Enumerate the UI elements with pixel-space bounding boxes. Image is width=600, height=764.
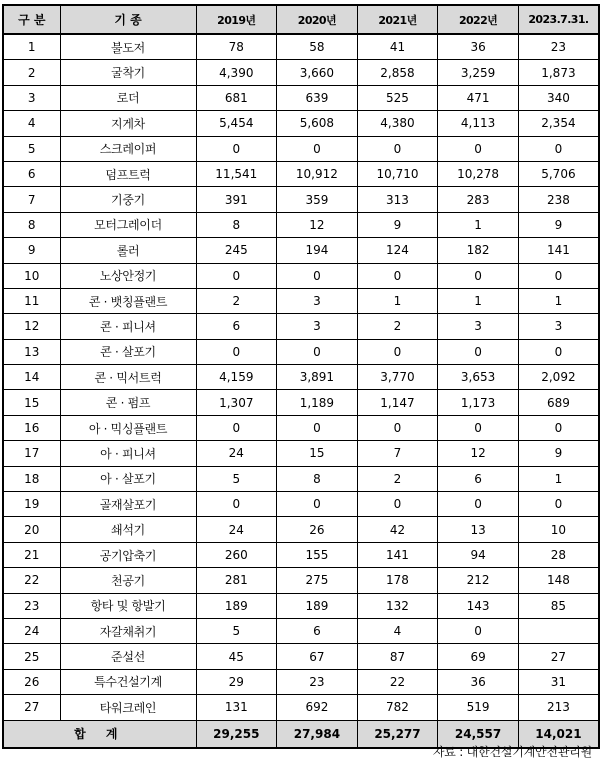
count-cell: 67	[277, 644, 358, 669]
equipment-type: 콘 · 믹서트럭	[60, 365, 196, 390]
header-year: 2023.7.31.	[518, 5, 599, 34]
count-cell: 0	[357, 136, 438, 161]
equipment-type: 노상안정기	[60, 263, 196, 288]
table-row	[3, 85, 599, 110]
count-cell: 8	[196, 212, 277, 237]
table-row	[3, 644, 599, 669]
count-cell: 1,307	[196, 390, 277, 415]
table-row	[3, 339, 599, 364]
count-cell: 143	[438, 593, 519, 618]
count-cell: 471	[438, 85, 519, 110]
table-row	[3, 161, 599, 186]
count-cell: 4,380	[357, 111, 438, 136]
row-number: 7	[3, 187, 60, 212]
count-cell: 213	[518, 695, 599, 720]
count-cell: 141	[518, 238, 599, 263]
equipment-type: 아 · 믹싱플랜트	[60, 415, 196, 440]
count-cell: 0	[277, 263, 358, 288]
count-cell: 36	[438, 669, 519, 694]
row-number: 2	[3, 60, 60, 85]
count-cell: 45	[196, 644, 277, 669]
row-number: 23	[3, 593, 60, 618]
count-cell: 689	[518, 390, 599, 415]
total-value: 27,984	[277, 720, 358, 748]
count-cell: 29	[196, 669, 277, 694]
count-cell: 148	[518, 568, 599, 593]
header-year: 2022년	[438, 5, 519, 34]
row-number: 26	[3, 669, 60, 694]
equipment-type: 자갈채취기	[60, 618, 196, 643]
count-cell: 0	[438, 339, 519, 364]
count-cell: 1,147	[357, 390, 438, 415]
count-cell: 782	[357, 695, 438, 720]
count-cell: 0	[196, 136, 277, 161]
count-cell: 0	[277, 136, 358, 161]
count-cell: 24	[196, 517, 277, 542]
count-cell: 4,113	[438, 111, 519, 136]
count-cell: 2,092	[518, 365, 599, 390]
count-cell: 7	[357, 441, 438, 466]
count-cell: 27	[518, 644, 599, 669]
count-cell: 0	[518, 339, 599, 364]
count-cell: 245	[196, 238, 277, 263]
table-row	[3, 441, 599, 466]
table-row	[3, 542, 599, 567]
count-cell: 189	[277, 593, 358, 618]
row-number: 24	[3, 618, 60, 643]
count-cell: 5	[196, 466, 277, 491]
count-cell: 3,660	[277, 60, 358, 85]
row-number: 20	[3, 517, 60, 542]
count-cell: 11,541	[196, 161, 277, 186]
count-cell: 0	[196, 339, 277, 364]
table-header	[3, 5, 599, 34]
count-cell: 5,608	[277, 111, 358, 136]
table-row	[3, 466, 599, 491]
count-cell: 3,770	[357, 365, 438, 390]
row-number: 27	[3, 695, 60, 720]
count-cell: 1	[518, 466, 599, 491]
total-value: 14,021	[518, 720, 599, 748]
table-row	[3, 136, 599, 161]
table-row	[3, 111, 599, 136]
count-cell: 178	[357, 568, 438, 593]
count-cell: 194	[277, 238, 358, 263]
table-row	[3, 60, 599, 85]
count-cell: 0	[438, 415, 519, 440]
equipment-type: 준설선	[60, 644, 196, 669]
count-cell: 0	[357, 415, 438, 440]
equipment-type: 모터그레이더	[60, 212, 196, 237]
row-number: 14	[3, 365, 60, 390]
table-row	[3, 212, 599, 237]
table-row	[3, 517, 599, 542]
table-row	[3, 187, 599, 212]
count-cell: 9	[357, 212, 438, 237]
count-cell: 0	[277, 415, 358, 440]
equipment-type: 굴착기	[60, 60, 196, 85]
count-cell: 0	[438, 136, 519, 161]
table-row	[3, 568, 599, 593]
header-year: 2020년	[277, 5, 358, 34]
count-cell: 42	[357, 517, 438, 542]
count-cell: 124	[357, 238, 438, 263]
row-number: 21	[3, 542, 60, 567]
table-row	[3, 314, 599, 339]
count-cell: 6	[438, 466, 519, 491]
count-cell: 0	[438, 618, 519, 643]
count-cell: 189	[196, 593, 277, 618]
header-year: 2021년	[357, 5, 438, 34]
count-cell: 0	[518, 263, 599, 288]
table-row	[3, 492, 599, 517]
row-number: 5	[3, 136, 60, 161]
count-cell: 0	[357, 263, 438, 288]
count-cell: 2,354	[518, 111, 599, 136]
count-cell: 2	[196, 288, 277, 313]
equipment-type: 특수건설기계	[60, 669, 196, 694]
count-cell: 1	[438, 288, 519, 313]
equipment-type: 로더	[60, 85, 196, 110]
equipment-type: 천공기	[60, 568, 196, 593]
count-cell: 359	[277, 187, 358, 212]
table-row	[3, 288, 599, 313]
total-label: 합 계	[3, 720, 196, 748]
count-cell: 4,159	[196, 365, 277, 390]
count-cell: 5,454	[196, 111, 277, 136]
equipment-type: 아 · 피니셔	[60, 441, 196, 466]
count-cell: 3,259	[438, 60, 519, 85]
equipment-type: 지게차	[60, 111, 196, 136]
count-cell: 58	[277, 34, 358, 60]
count-cell: 3	[438, 314, 519, 339]
table-row	[3, 695, 599, 720]
row-number: 9	[3, 238, 60, 263]
count-cell: 28	[518, 542, 599, 567]
count-cell: 10,710	[357, 161, 438, 186]
count-cell: 525	[357, 85, 438, 110]
count-cell: 281	[196, 568, 277, 593]
row-number: 25	[3, 644, 60, 669]
count-cell: 141	[357, 542, 438, 567]
count-cell: 2,858	[357, 60, 438, 85]
count-cell: 15	[277, 441, 358, 466]
total-value: 25,277	[357, 720, 438, 748]
count-cell: 1	[357, 288, 438, 313]
count-cell: 3,891	[277, 365, 358, 390]
count-cell: 0	[438, 263, 519, 288]
count-cell: 24	[196, 441, 277, 466]
equipment-type: 타워크레인	[60, 695, 196, 720]
row-number: 11	[3, 288, 60, 313]
equipment-type: 쇄석기	[60, 517, 196, 542]
row-number: 19	[3, 492, 60, 517]
table-row	[3, 415, 599, 440]
equipment-type: 콘 · 뱃칭플랜트	[60, 288, 196, 313]
table-row	[3, 390, 599, 415]
count-cell: 78	[196, 34, 277, 60]
count-cell: 519	[438, 695, 519, 720]
table-body	[3, 34, 599, 720]
header-row	[3, 5, 599, 34]
count-cell: 6	[196, 314, 277, 339]
count-cell: 36	[438, 34, 519, 60]
row-number: 4	[3, 111, 60, 136]
count-cell: 0	[518, 136, 599, 161]
table-row	[3, 669, 599, 694]
equipment-type: 골재살포기	[60, 492, 196, 517]
count-cell: 1	[438, 212, 519, 237]
count-cell: 275	[277, 568, 358, 593]
count-cell: 283	[438, 187, 519, 212]
count-cell: 10,912	[277, 161, 358, 186]
count-cell: 313	[357, 187, 438, 212]
count-cell: 1,189	[277, 390, 358, 415]
count-cell: 0	[196, 263, 277, 288]
count-cell: 639	[277, 85, 358, 110]
row-number: 1	[3, 34, 60, 60]
count-cell: 0	[277, 339, 358, 364]
count-cell: 391	[196, 187, 277, 212]
count-cell: 0	[518, 492, 599, 517]
row-number: 16	[3, 415, 60, 440]
count-cell: 238	[518, 187, 599, 212]
count-cell: 22	[357, 669, 438, 694]
count-cell: 85	[518, 593, 599, 618]
count-cell: 4	[357, 618, 438, 643]
count-cell: 23	[277, 669, 358, 694]
equipment-type: 덤프트럭	[60, 161, 196, 186]
count-cell: 0	[438, 492, 519, 517]
row-number: 22	[3, 568, 60, 593]
row-number: 8	[3, 212, 60, 237]
table-row	[3, 618, 599, 643]
count-cell: 0	[196, 415, 277, 440]
count-cell: 692	[277, 695, 358, 720]
count-cell: 0	[277, 492, 358, 517]
count-cell: 87	[357, 644, 438, 669]
count-cell: 2	[357, 314, 438, 339]
count-cell: 10,278	[438, 161, 519, 186]
count-cell: 132	[357, 593, 438, 618]
total-value: 29,255	[196, 720, 277, 748]
source-note: 자료 : 대한건설기계안전관리원	[432, 745, 592, 759]
count-cell: 1	[518, 288, 599, 313]
table-row	[3, 34, 599, 60]
count-cell: 10	[518, 517, 599, 542]
count-cell: 6	[277, 618, 358, 643]
row-number: 18	[3, 466, 60, 491]
count-cell: 23	[518, 34, 599, 60]
table-row	[3, 593, 599, 618]
count-cell: 31	[518, 669, 599, 694]
count-cell: 13	[438, 517, 519, 542]
total-value: 24,557	[438, 720, 519, 748]
equipment-type: 콘 · 펌프	[60, 390, 196, 415]
count-cell: 260	[196, 542, 277, 567]
count-cell: 3	[277, 288, 358, 313]
count-cell: 4,390	[196, 60, 277, 85]
count-cell: 5,706	[518, 161, 599, 186]
count-cell: 0	[357, 492, 438, 517]
count-cell: 12	[438, 441, 519, 466]
count-cell: 1,173	[438, 390, 519, 415]
header-no: 구 분	[3, 5, 60, 34]
equipment-type: 불도저	[60, 34, 196, 60]
count-cell: 0	[518, 415, 599, 440]
header-year: 2019년	[196, 5, 277, 34]
count-cell: 9	[518, 441, 599, 466]
count-cell: 8	[277, 466, 358, 491]
equipment-type: 항타 및 항발기	[60, 593, 196, 618]
count-cell: 0	[357, 339, 438, 364]
equipment-type: 롤러	[60, 238, 196, 263]
count-cell: 182	[438, 238, 519, 263]
count-cell: 681	[196, 85, 277, 110]
count-cell: 0	[196, 492, 277, 517]
equipment-type: 스크레이퍼	[60, 136, 196, 161]
count-cell: 3	[518, 314, 599, 339]
row-number: 12	[3, 314, 60, 339]
count-cell: 41	[357, 34, 438, 60]
count-cell: 3	[277, 314, 358, 339]
header-name: 기 종	[60, 5, 196, 34]
row-number: 3	[3, 85, 60, 110]
count-cell: 212	[438, 568, 519, 593]
count-cell: 131	[196, 695, 277, 720]
count-cell: 69	[438, 644, 519, 669]
count-cell: 94	[438, 542, 519, 567]
count-cell: 340	[518, 85, 599, 110]
equipment-type: 기중기	[60, 187, 196, 212]
equipment-type: 콘 · 살포기	[60, 339, 196, 364]
row-number: 6	[3, 161, 60, 186]
equipment-statistics-table	[2, 4, 600, 749]
count-cell: 5	[196, 618, 277, 643]
count-cell: 9	[518, 212, 599, 237]
equipment-type: 콘 · 피니셔	[60, 314, 196, 339]
count-cell: 26	[277, 517, 358, 542]
row-number: 13	[3, 339, 60, 364]
count-cell: 3,653	[438, 365, 519, 390]
equipment-type: 공기압축기	[60, 542, 196, 567]
count-cell: 155	[277, 542, 358, 567]
count-cell	[518, 618, 599, 643]
table-row	[3, 365, 599, 390]
equipment-type: 아 · 살포기	[60, 466, 196, 491]
row-number: 10	[3, 263, 60, 288]
row-number: 15	[3, 390, 60, 415]
count-cell: 2	[357, 466, 438, 491]
count-cell: 1,873	[518, 60, 599, 85]
row-number: 17	[3, 441, 60, 466]
count-cell: 12	[277, 212, 358, 237]
table-row	[3, 238, 599, 263]
table-row	[3, 263, 599, 288]
